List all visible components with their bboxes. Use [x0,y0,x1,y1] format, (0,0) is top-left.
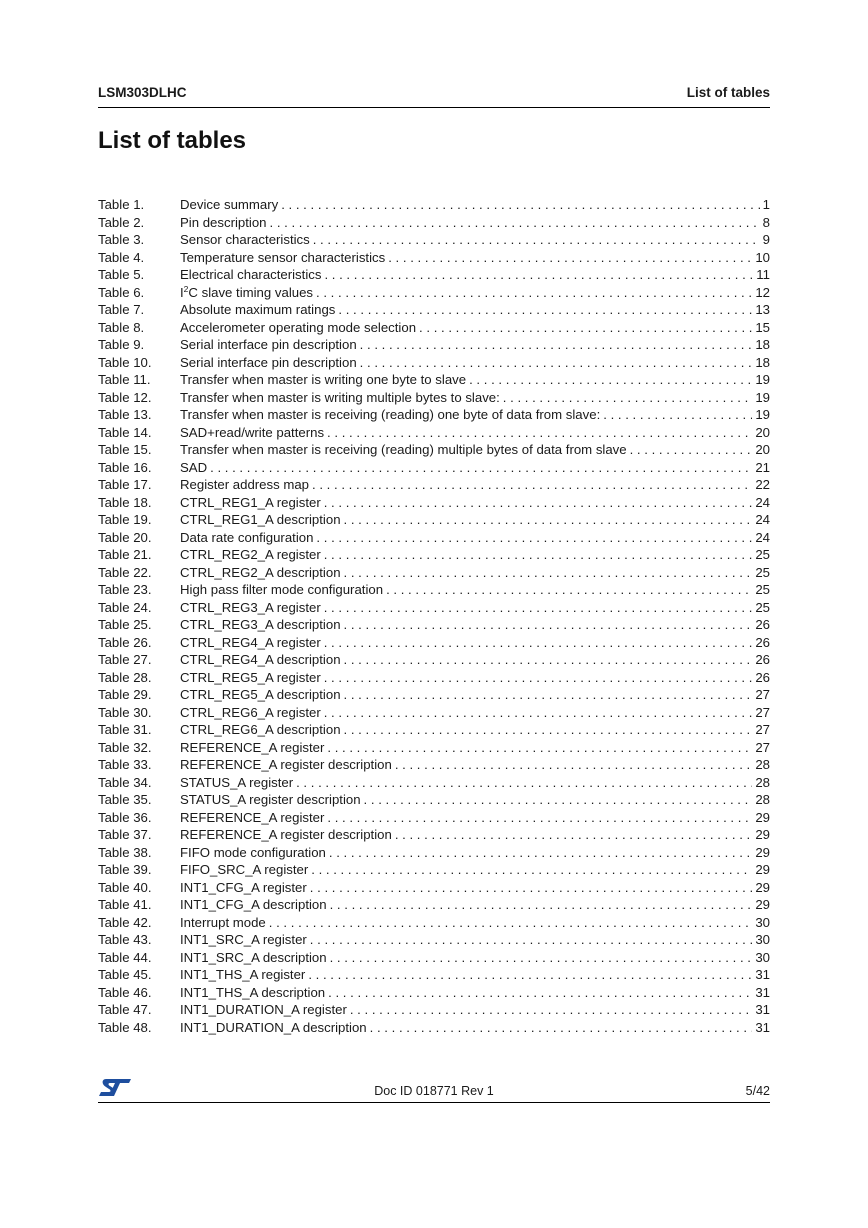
toc-entry-page: 29 [755,862,770,877]
footer-doc-id: Doc ID 018771 Rev 1 [374,1084,494,1098]
toc-entry-title [180,476,309,494]
toc-entry-page: 20 [755,424,770,440]
toc-leader-dots [324,634,753,652]
toc-leader-dots [324,266,753,284]
toc-entry-title-text: INT1_SRC_A register [180,932,307,947]
toc-entry-number: Table 42. [98,914,152,930]
toc-entry-title-text: Transfer when master is writing one byte to slave [180,372,467,387]
toc-entry-title [180,389,500,407]
toc-entry-title [180,546,321,564]
toc-leader-dots [360,336,753,354]
toc-leader-dots [469,371,752,389]
toc-entry-title-text: INT1_CFG_A register [180,879,307,895]
toc-entry[interactable] [98,564,770,582]
toc-entry[interactable] [98,231,770,249]
toc-leader-dots [344,721,753,739]
toc-leader-dots [270,214,760,232]
toc-entry-number: Table 14. [98,424,152,440]
toc-entry-number: Table 33. [98,757,152,772]
toc-entry[interactable] [98,704,770,722]
toc-leader-dots [370,1019,753,1037]
toc-entry-title-text: Serial interface pin description [180,337,357,352]
toc-entry-title [180,721,341,739]
toc-entry-page: 26 [755,617,770,632]
toc-entry-title-text: REFERENCE_A register [180,809,325,825]
toc-entry-page: 26 [755,634,770,650]
toc-leader-dots [330,896,753,914]
toc-entry-title [180,774,293,792]
toc-entry-title [180,249,385,267]
toc-entry-number: Table 28. [98,669,152,685]
toc-entry-title [180,616,341,634]
toc-entry-title [180,669,321,687]
toc-entry-page: 21 [755,459,770,475]
toc-leader-dots [388,249,752,267]
toc-entry-number: Table 29. [98,687,152,702]
toc-entry-title-text: Device summary [180,197,279,212]
toc-entry-page: 27 [755,687,770,702]
toc-entry-title [180,756,392,774]
toc-entry[interactable] [98,1019,770,1037]
toc-entry[interactable] [98,721,770,739]
toc-entry-page: 13 [755,302,770,317]
toc-leader-dots [327,739,752,757]
toc-entry-title [180,284,313,302]
toc-entry-title [180,459,207,477]
toc-entry-title-text: REFERENCE_A register description [180,827,392,842]
toc-entry-title [180,529,313,547]
toc-entry-page: 31 [755,1019,770,1035]
toc-entry-number: Table 25. [98,617,152,632]
toc-entry-page: 31 [755,1002,770,1017]
toc-entry-title [180,966,305,984]
toc-entry[interactable] [98,319,770,337]
toc-entry-title [180,564,341,582]
toc-entry-title [180,406,600,424]
toc-entry-number: Table 17. [98,477,152,492]
toc-entry-number: Table 36. [98,809,152,825]
toc-entry-page: 19 [755,389,770,405]
toc-entry-number: Table 30. [98,704,152,720]
toc-entry-title-text: CTRL_REG1_A register [180,494,321,510]
toc-entry-title-text: SAD [180,459,208,475]
toc-entry[interactable] [98,511,770,529]
toc-leader-dots [338,301,752,319]
toc-entry-page: 12 [755,284,770,300]
toc-entry-number: Table 32. [98,739,152,755]
toc-entry[interactable] [98,826,770,844]
toc-entry-page: 29 [755,827,770,842]
toc-entry[interactable] [98,476,770,494]
toc-entry-number: Table 2. [98,214,145,230]
toc-entry[interactable] [98,809,770,827]
toc-leader-dots [344,651,753,669]
toc-entry-title [180,196,278,214]
toc-entry-number: Table 48. [98,1019,152,1035]
toc-entry-number: Table 15. [98,442,152,457]
toc-entry-page: 29 [755,897,770,912]
toc-entry-number: Table 5. [98,267,145,282]
toc-entry-page: 30 [755,914,770,930]
toc-entry[interactable] [98,424,770,442]
toc-entry-title [180,861,308,879]
toc-leader-dots [316,284,752,302]
toc-leader-dots [210,459,752,477]
toc-entry-title-text: Accelerometer operating mode selection [180,319,417,335]
toc-entry-number: Table 3. [98,232,145,247]
toc-entry-number: Table 47. [98,1002,152,1017]
toc-entry-title-text: Transfer when master is writing multiple bytes to slave: [180,389,500,405]
toc-entry-page: 19 [755,372,770,387]
toc-entry-title-text: Serial interface pin description [180,354,357,370]
footer-page-number: 5/42 [745,1084,770,1098]
toc-entry-title-text: Electrical characteristics [180,267,322,282]
list-of-tables [98,196,770,1036]
toc-entry-page: 28 [755,774,770,790]
toc-entry-title [180,354,357,372]
page-header [98,85,770,108]
toc-entry[interactable] [98,441,770,459]
toc-entry-title-text: INT1_CFG_A description [180,897,327,912]
toc-leader-dots [310,879,753,897]
toc-entry-number: Table 8. [98,319,145,335]
toc-entry-title-prefix: I [180,284,184,300]
toc-entry-title [180,896,327,914]
toc-entry-number: Table 43. [98,932,152,947]
toc-entry[interactable] [98,406,770,424]
toc-leader-dots [395,756,753,774]
toc-entry[interactable] [98,756,770,774]
toc-entry-number: Table 21. [98,547,152,562]
toc-leader-dots [503,389,753,407]
toc-entry-title [180,949,327,967]
toc-entry-page: 24 [755,494,770,510]
toc-entry-title-text: CTRL_REG5_A description [180,687,341,702]
toc-entry-title-text: CTRL_REG4_A register [180,634,321,650]
toc-entry-title-text: CTRL_REG4_A description [180,652,341,667]
toc-entry-title [180,214,267,232]
toc-entry-title-text: FIFO mode configuration [180,844,326,860]
toc-leader-dots [328,984,752,1002]
toc-entry[interactable] [98,459,770,477]
toc-entry-title-text: SAD+read/write patterns [180,424,325,440]
toc-entry-title [180,266,321,284]
toc-entry[interactable] [98,581,770,599]
toc-entry-title [180,581,383,599]
toc-entry-title-text: Register address map [180,477,310,492]
toc-entry-title [180,984,325,1002]
toc-entry-page: 19 [755,407,770,422]
page-title: List of tables [98,127,247,154]
toc-entry-page: 27 [755,739,770,755]
page-footer [98,1076,770,1103]
toc-entry-page: 28 [755,792,770,807]
toc-leader-dots [395,826,753,844]
toc-entry-page: 25 [755,547,770,562]
toc-entry-number: Table 11. [98,372,151,387]
toc-entry-number: Table 22. [98,564,152,580]
toc-entry[interactable] [98,336,770,354]
toc-entry[interactable] [98,931,770,949]
toc-entry-title [180,739,324,757]
toc-entry[interactable] [98,301,770,319]
header-section-name: List of tables [686,85,770,100]
toc-leader-dots [324,599,753,617]
toc-leader-dots [324,494,753,512]
toc-entry-number: Table 41. [98,897,152,912]
toc-entry-title-text: Sensor characteristics [180,232,310,247]
toc-entry-title-text: CTRL_REG5_A register [180,669,321,685]
toc-leader-dots [281,196,759,214]
toc-entry-number: Table 20. [98,529,152,545]
toc-entry[interactable] [98,196,770,214]
toc-entry-page: 8 [762,214,770,230]
toc-entry-page: 28 [755,757,770,772]
toc-entry[interactable] [98,634,770,652]
toc-entry-page: 20 [755,442,770,457]
toc-entry[interactable] [98,266,770,284]
toc-entry-number: Table 23. [98,582,152,597]
toc-leader-dots [603,406,752,424]
toc-entry-title-text: Absolute maximum ratings [180,302,336,317]
toc-entry-number: Table 39. [98,862,152,877]
toc-entry-title [180,844,326,862]
toc-entry[interactable] [98,214,770,232]
toc-entry[interactable] [98,966,770,984]
toc-entry[interactable] [98,774,770,792]
toc-leader-dots [344,564,753,582]
toc-leader-dots [316,529,752,547]
toc-leader-dots [327,809,752,827]
toc-leader-dots [311,861,752,879]
toc-entry-title [180,494,321,512]
toc-entry-number: Table 35. [98,792,152,807]
toc-entry-title [180,301,335,319]
toc-leader-dots [313,231,760,249]
toc-entry-number: Table 27. [98,652,152,667]
toc-entry[interactable] [98,861,770,879]
toc-entry-title-text: Transfer when master is receiving (reading) one byte of data from slave: [180,407,601,422]
toc-entry-number: Table 18. [98,494,152,510]
toc-entry[interactable] [98,371,770,389]
toc-entry-number: Table 1. [98,197,145,212]
toc-entry-page: 22 [755,477,770,492]
toc-entry-page: 29 [755,844,770,860]
toc-entry-page: 31 [755,967,770,982]
toc-entry-title-text: STATUS_A register [180,774,294,790]
toc-entry[interactable] [98,949,770,967]
toc-entry-number: Table 24. [98,599,152,615]
toc-entry-title-text: REFERENCE_A register [180,739,325,755]
toc-entry-title [180,231,310,249]
toc-leader-dots [364,791,753,809]
toc-entry[interactable] [98,914,770,932]
toc-entry-number: Table 19. [98,512,152,527]
toc-entry-title-text: STATUS_A register description [180,792,361,807]
toc-entry-title-text: FIFO_SRC_A register [180,862,309,877]
toc-entry-title [180,336,357,354]
toc-entry[interactable] [98,791,770,809]
toc-entry-title [180,686,341,704]
toc-entry[interactable] [98,284,770,302]
toc-entry-number: Table 44. [98,949,152,965]
toc-entry-page: 26 [755,652,770,667]
toc-entry-page: 30 [755,949,770,965]
toc-entry-title-superscript: 2 [183,283,189,294]
toc-entry-number: Table 13. [98,407,152,422]
toc-leader-dots [419,319,752,337]
toc-entry-number: Table 4. [98,249,145,265]
toc-entry-number: Table 46. [98,984,152,1000]
toc-entry-page: 24 [755,529,770,545]
toc-entry-page: 27 [755,722,770,737]
toc-entry-number: Table 9. [98,337,145,352]
toc-entry-page: 15 [755,319,770,335]
toc-entry-page: 11 [756,267,770,282]
toc-entry[interactable] [98,599,770,617]
toc-leader-dots [330,949,753,967]
toc-entry-title [180,914,266,932]
toc-leader-dots [269,914,753,932]
toc-leader-dots [296,774,752,792]
toc-entry-title [180,634,321,652]
toc-entry-title-text: Temperature sensor characteristics [180,249,386,265]
toc-entry-title [180,931,307,949]
toc-entry-title-text: CTRL_REG2_A description [180,564,341,580]
toc-entry[interactable] [98,616,770,634]
toc-entry-title [180,1019,367,1037]
toc-entry-title-text: CTRL_REG3_A register [180,599,321,615]
toc-entry-title [180,651,341,669]
toc-entry-page: 9 [762,232,770,247]
toc-entry-title [180,1001,347,1019]
toc-entry[interactable] [98,669,770,687]
toc-entry[interactable] [98,984,770,1002]
toc-entry-title [180,371,466,389]
toc-entry-page: 26 [755,669,770,685]
toc-leader-dots [324,704,753,722]
toc-entry-title-text: INT1_SRC_A description [180,949,327,965]
toc-entry[interactable] [98,494,770,512]
toc-entry-title-text: INT1_THS_A register [180,967,306,982]
toc-leader-dots [312,476,752,494]
toc-entry-number: Table 16. [98,459,152,475]
toc-entry[interactable] [98,529,770,547]
toc-entry-title [180,511,341,529]
toc-entry-page: 1 [762,197,770,212]
toc-entry[interactable] [98,249,770,267]
toc-entry-number: Table 40. [98,879,152,895]
toc-entry-title [180,424,324,442]
toc-entry[interactable] [98,686,770,704]
toc-entry-title-text: Interrupt mode [180,914,266,930]
toc-entry-title-text: INT1_DURATION_A description [180,1019,367,1035]
toc-entry-page: 18 [755,354,770,370]
toc-leader-dots [360,354,753,372]
toc-entry-title-text: Data rate configuration [180,529,314,545]
toc-entry-title-text: INT1_THS_A description [180,984,326,1000]
toc-entry-title [180,809,324,827]
toc-leader-dots [350,1001,752,1019]
toc-entry-title-text: Pin description [180,214,267,230]
toc-entry-title [180,791,361,809]
toc-entry-page: 30 [755,932,770,947]
toc-entry-number: Table 31. [98,722,152,737]
toc-entry[interactable] [98,896,770,914]
toc-entry-page: 27 [755,704,770,720]
toc-entry-page: 24 [755,512,770,527]
toc-entry-title-text: CTRL_REG1_A description [180,512,341,527]
toc-entry[interactable] [98,1001,770,1019]
toc-leader-dots [630,441,753,459]
toc-entry-number: Table 37. [98,827,152,842]
toc-entry-number: Table 26. [98,634,152,650]
toc-entry[interactable] [98,879,770,897]
toc-entry-number: Table 6. [98,284,145,300]
toc-entry-title [180,826,392,844]
toc-entry-page: 18 [755,337,770,352]
toc-leader-dots [329,844,752,862]
toc-leader-dots [308,966,752,984]
toc-leader-dots [386,581,752,599]
toc-entry-page: 29 [755,879,770,895]
toc-leader-dots [344,686,753,704]
toc-entry-number: Table 45. [98,967,152,982]
toc-entry-page: 25 [755,582,770,597]
toc-leader-dots [344,511,753,529]
toc-entry-title-text: CTRL_REG6_A register [180,704,321,720]
toc-entry-page: 31 [755,984,770,1000]
header-doc-name: LSM303DLHC [98,85,187,100]
toc-entry-title [180,319,416,337]
toc-leader-dots [324,546,753,564]
toc-leader-dots [324,669,753,687]
toc-entry-page: 29 [755,809,770,825]
toc-entry-title [180,704,321,722]
toc-leader-dots [310,931,753,949]
toc-entry-title-text: CTRL_REG2_A register [180,547,321,562]
toc-entry-page: 10 [755,249,770,265]
toc-entry[interactable] [98,546,770,564]
toc-entry-title-text: INT1_DURATION_A register [180,1002,347,1017]
toc-entry[interactable] [98,354,770,372]
toc-entry-number: Table 34. [98,774,152,790]
toc-entry-title-text: High pass filter mode configuration [180,582,384,597]
toc-entry[interactable] [98,651,770,669]
toc-entry-title-text: CTRL_REG3_A description [180,617,341,632]
toc-entry-page: 25 [755,599,770,615]
toc-entry-title-text: C slave timing values [188,284,314,300]
toc-entry-title-text: REFERENCE_A register description [180,757,392,772]
toc-entry[interactable] [98,844,770,862]
toc-leader-dots [344,616,753,634]
toc-entry-number: Table 10. [98,354,152,370]
toc-entry-title [180,879,307,897]
toc-entry-title-text: Transfer when master is receiving (reading) multiple bytes of data from slave [180,442,627,457]
toc-entry-number: Table 12. [98,389,152,405]
toc-entry-title [180,441,627,459]
toc-entry[interactable] [98,739,770,757]
toc-entry-page: 25 [755,564,770,580]
toc-entry-number: Table 7. [98,302,145,317]
toc-entry-title [180,599,321,617]
toc-entry-title-text: CTRL_REG6_A description [180,722,341,737]
toc-entry[interactable] [98,389,770,407]
toc-entry-number: Table 38. [98,844,152,860]
toc-leader-dots [327,424,752,442]
